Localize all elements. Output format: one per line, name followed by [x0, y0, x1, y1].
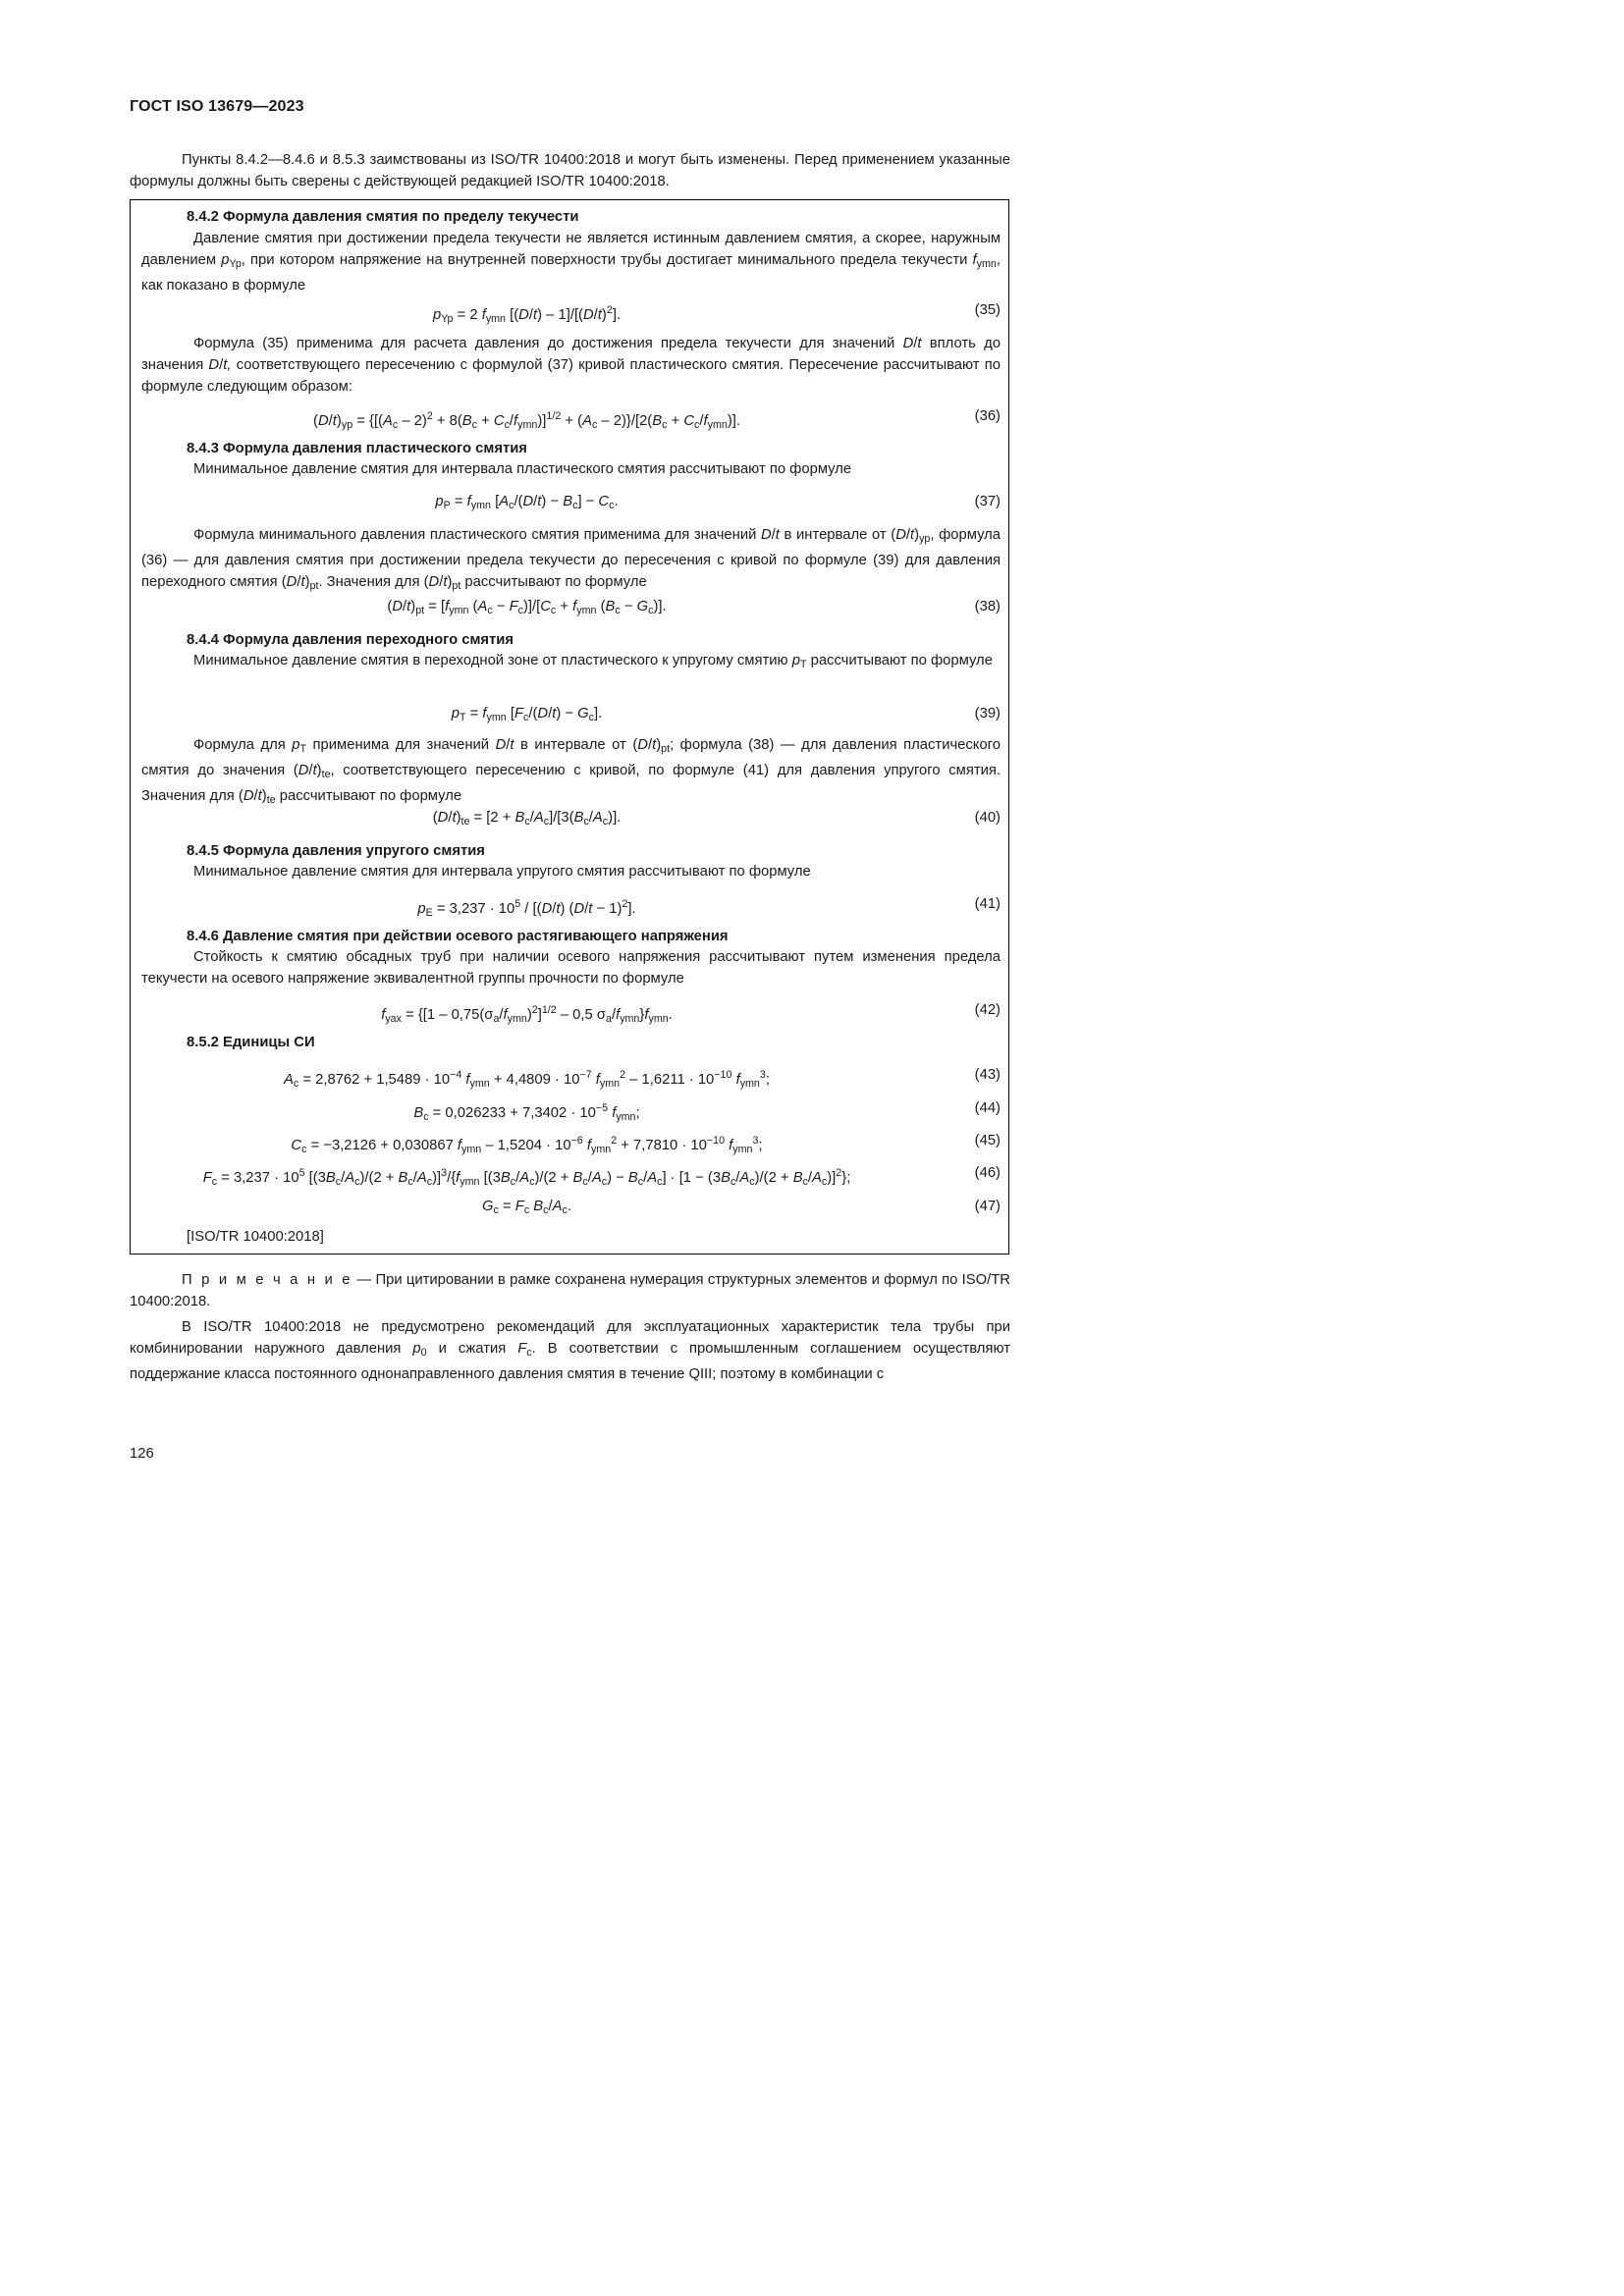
paragraph-8-4-6: Стойкость к смятию обсадных труб при наличии осевого напряжения рассчитывают путем изменения предела текучести на осевого напряжение эквивалентной группы прочности по формуле: [141, 949, 1001, 988]
paragraph-8-4-3: Минимальное давление смятия для интервала пластического смятия рассчитывают по формуле: [193, 461, 852, 477]
paragraph-8-4-2: Давление смятия при достижении предела текучести не является истинным давлением смятия, а скорее, наружным давлением $p_{Yp}$, при котором напряжение на внутренней поверхности трубы достигает минимального предела текучести $f_{ymn}$, как показано в формуле: [141, 231, 1001, 294]
formula-40-expression: $(D/t)_{te} = [2 + B_c/A_c]/[3(B_c/A_c)]$.: [432, 810, 622, 828]
paragraph-8-4-4-b: Формула для $p_T$ применима для значений D/t в интервале от $(D/t)_{pt}$; формула (38) — для давления пластического смятия до значения $(D/t)_{te}$, соответствующего пересечению с кривой, по формуле (41) для давления упругого смятия. Значения для $(D/t)_{te}$ рассчитывают по формуле: [141, 737, 1001, 807]
formula-41-number: (41): [974, 896, 1001, 912]
formula-42-number: (42): [974, 1002, 1001, 1018]
formula-36-number: (36): [974, 408, 1001, 424]
paragraph-8-4-2-b: Формула (35) применима для расчета давления до достижения предела текучести для значений D/t вплоть до значения D/t, соответствующего пересечению с формулой (37) кривой пластического смятия. Пересечение рассчитывают по формуле следующим образом:: [141, 336, 1001, 396]
formula-46-expression: $F_c = 3,237 \cdot 10^5$ $[(3B_c/A_c)/(2 + B_c/A_c)]^3/\{f_{ymn}$ $[(3B_c/A_c)/(2 + B_c/A_c) - B_c/A_c] \cdot [1 - (3B_c/A_c)/(2 + B_c/A_c)]^2$};: [202, 1167, 851, 1188]
heading-8-5-2: 8.5.2 Единицы СИ: [187, 1035, 315, 1050]
formula-42-expression: $f_{yax} = \{[1 - 0,75(\sigma_a/f_{ymn})^2]^{1/2} - 0,5$ $\sigma_a/f_{ymn}\}f_{ymn}$.: [381, 1004, 673, 1025]
document-header: ГОСТ ISO 13679—2023: [130, 97, 304, 115]
formula-40-number: (40): [974, 810, 1001, 826]
source-reference: [ISO/TR 10400:2018]: [187, 1229, 324, 1245]
note-text: — При цитировании в рамке сохранена нумерация структурных элементов и формул по ISO/TR 10400:2018.: [130, 1272, 1010, 1310]
intro-paragraph: Пункты 8.4.2—8.4.6 и 8.5.3 заимствованы из ISO/TR 10400:2018 и могут быть изменены. Перед применением указанные формулы должны быть сверены с действующей редакцией ISO/TR 10400:2018.: [130, 152, 1010, 190]
formula-45-expression: $C_c = -3,2126 + 0,030867$ $f_{ymn} - 1,5204 \cdot 10^{-6}$ $f_{ymn}^2 + 7,7810 \cdot 10^{-10}$ $f_{ymn}^3$;: [291, 1135, 763, 1155]
page-number: 126: [130, 1446, 154, 1462]
formula-45-number: (45): [974, 1133, 1001, 1148]
formula-36-expression: $(D/t)_{yp} = \{[(A_c - 2)^2 + 8(B_c + C_c/f_{ymn})]^{1/2} + (A_c - 2)\}/[2(B_c + C_c/f_{ymn})]$.: [313, 410, 740, 431]
paragraph-8-4-5: Минимальное давление смятия для интервала упругого смятия рассчитывают по формуле: [193, 864, 811, 880]
formula-38-number: (38): [974, 599, 1001, 614]
formula-44-number: (44): [974, 1100, 1001, 1116]
heading-8-4-2: 8.4.2 Формула давления смятия по пределу текучести: [187, 209, 579, 225]
heading-8-4-5: 8.4.5 Формула давления упругого смятия: [187, 843, 485, 859]
formula-44-expression: $B_c = 0,026233 + 7,3402 \cdot 10^{-5}$ $f_{ymn}$;: [413, 1102, 640, 1123]
formula-35-number: (35): [974, 302, 1001, 318]
formula-47-expression: $G_c = F_c$ $B_c/A_c$.: [482, 1199, 571, 1216]
paragraph-8-4-3-b: Формула минимального давления пластического смятия применима для значений D/t в интервале от $(D/t)_{yp}$, формула (36) — для давления смятия при достижении предела текучести до пересечения с кривой по формуле (39) для давления переходного смятия $(D/t)_{pt}$. Значения для $(D/t)_{pt}$ рассчитывают по формуле: [141, 527, 1001, 593]
formula-43-expression: $A_c = 2,8762 + 1,5489 \cdot 10^{-4}$ $f_{ymn} + 4,4809 \cdot 10^{-7}$ $f_{ymn}^2 - 1,6211 \cdot 10^{-10}$ $f_{ymn}^3$;: [284, 1069, 770, 1090]
formula-37-number: (37): [974, 494, 1001, 509]
note-label: П р и м е ч а н и е: [182, 1272, 353, 1288]
formula-39-expression: $p_T = f_{ymn}$ $[F_c/(D/t) - G_c]$.: [451, 706, 603, 723]
formula-38-expression: $(D/t)_{pt} = [f_{ymn}$ $(A_c - F_c)]/[C_c + f_{ymn}$ $(B_c - G_c)$].: [387, 599, 667, 616]
note-paragraph: [130, 1269, 1010, 1312]
closing-paragraph: В ISO/TR 10400:2018 не предусмотрено рекомендаций для эксплуатационных характеристик тела трубы при комбинировании наружного давления $p_0$ и сжатия $F_c$. В соответствии с промышленным соглашением осуществляют поддержание класса постоянного однонаправленного давления смятия в течение QIII; поэтому в комбинации с: [130, 1319, 1010, 1383]
formula-46-number: (46): [974, 1165, 1001, 1181]
formula-47-number: (47): [974, 1199, 1001, 1214]
paragraph-8-4-4: Минимальное давление смятия в переходной зоне от пластического к упругому смятию $p_T$ рассчитывают по формуле: [193, 653, 993, 670]
formula-37-expression: $p_P = f_{ymn}$ $[A_c/(D/t) - B_c] - C_c$.: [435, 494, 619, 511]
formula-41-expression: $p_E = 3,237 \cdot 10^5 / [(D/t) (D/t - 1)^2]$.: [417, 898, 636, 919]
heading-8-4-3: 8.4.3 Формула давления пластического смятия: [187, 441, 527, 456]
formula-39-number: (39): [974, 706, 1001, 721]
heading-8-4-6: 8.4.6 Давление смятия при действии осевого растягивающего напряжения: [187, 929, 729, 944]
formula-35-expression: $p_{Yp} = 2$ $f_{ymn}$ $[(D/t) - 1]/[(D/t)^2]$.: [432, 304, 622, 325]
heading-8-4-4: 8.4.4 Формула давления переходного смятия: [187, 632, 514, 648]
formula-43-number: (43): [974, 1067, 1001, 1083]
